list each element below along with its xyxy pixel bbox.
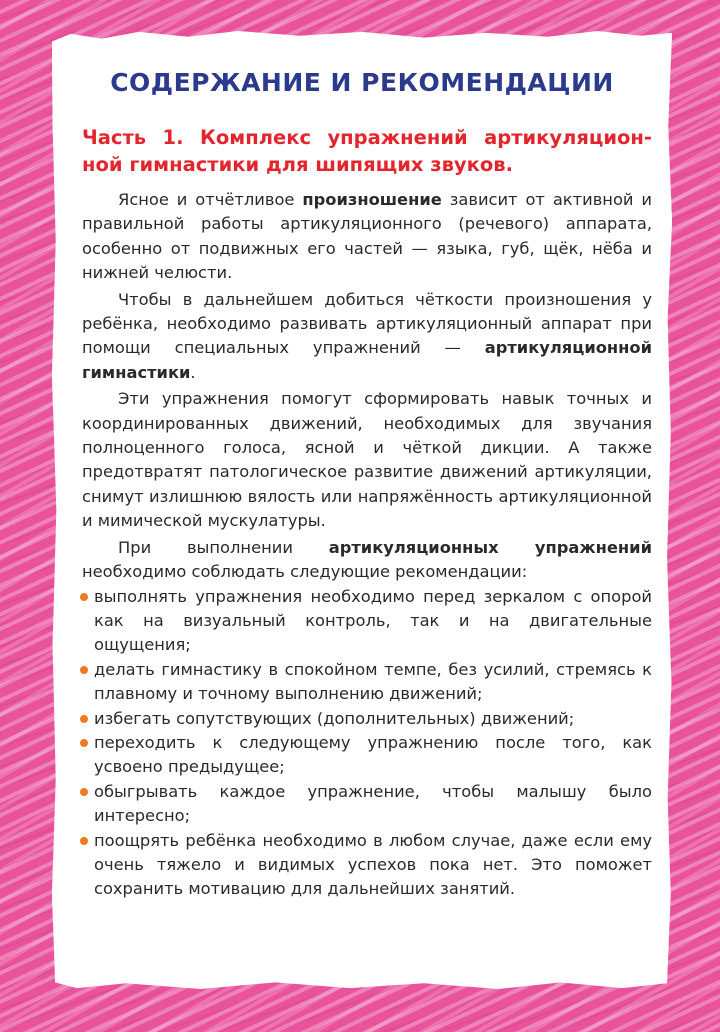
paragraph-gymnastics <box>82 288 652 386</box>
list-item-text: поощрять ребёнка необходимо в любом случае, даже если ему очень тяжело и видимых успехов пока нет. Это поможет сохранить мотивацию для дальнейших занятий. <box>94 830 652 899</box>
page-title: СОДЕРЖАНИЕ И РЕКОМЕНДАЦИИ <box>110 68 614 97</box>
bullet-icon <box>80 788 88 796</box>
bullet-icon <box>80 666 88 674</box>
bullet-icon <box>80 837 88 845</box>
body-text <box>82 188 652 902</box>
bullet-icon <box>80 715 88 723</box>
bold-term: артикуляционной гимнастики <box>82 338 652 382</box>
list-item-text: избегать сопутствующих (дополнительных) движений; <box>94 708 575 728</box>
bullet-icon <box>80 593 88 601</box>
list-item <box>82 707 652 731</box>
recommendation-list <box>82 585 652 902</box>
paragraph-benefits: Эти упражнения помогут сформировать навык точных и координированных движений, необходимых для звучания полноценного голоса, ясной и чёткой дикции. А также предотвратят патологическое развитие движений артикуляции, снимут излишнюю вялость или напряжённость артикуляционной и мимической мускулатуры. <box>82 389 652 531</box>
list-item <box>82 780 652 829</box>
paragraph-pronunciation <box>82 188 652 286</box>
list-item-text: выполнять упражнения необходимо перед зеркалом с опорой как на визуальный контроль, так и на двигательные ощущения; <box>94 586 652 655</box>
bullet-icon <box>80 739 88 747</box>
list-item <box>82 585 652 658</box>
list-item <box>82 658 652 707</box>
list-item-text: обыгрывать каждое упражнение, чтобы малышу было интересно; <box>94 781 652 826</box>
paragraph-recommendations-intro <box>82 536 652 585</box>
paragraph-text: необходимо соблюдать следующие рекомендации: <box>82 562 528 582</box>
paragraph-text: зависит от активной и правильной работы артикуляционного (речевого) аппарата, особенно от подвижных его частей — языка, губ, щёк, нёба и нижней челюсти. <box>82 190 652 283</box>
list-item <box>82 731 652 780</box>
list-item-text: переходить к следующему упражнению после того, как усвоено предыдущее; <box>94 732 652 777</box>
bold-term: артикуляционных упражнений <box>328 537 652 557</box>
paragraph-text: При выполнении <box>118 537 329 557</box>
bold-term: произношение <box>302 190 442 209</box>
section-heading: Часть 1. Комплекс упражнений артикуляцион-ной гимнастики для шипящих звуков. <box>82 126 652 176</box>
list-item-text: делать гимнастику в спокойном темпе, без усилий, стремясь к плавному и точному выполнению движений; <box>94 659 652 704</box>
paragraph-text: . <box>190 362 196 382</box>
paragraph-text: Ясное и отчётливое <box>118 190 303 209</box>
paragraph-text: Чтобы в дальнейшем добиться чёткости произношения у ребёнка, необходимо развивать артикуляционный аппарат при помощи специальных упражнений — <box>82 289 652 358</box>
list-item <box>82 829 652 902</box>
